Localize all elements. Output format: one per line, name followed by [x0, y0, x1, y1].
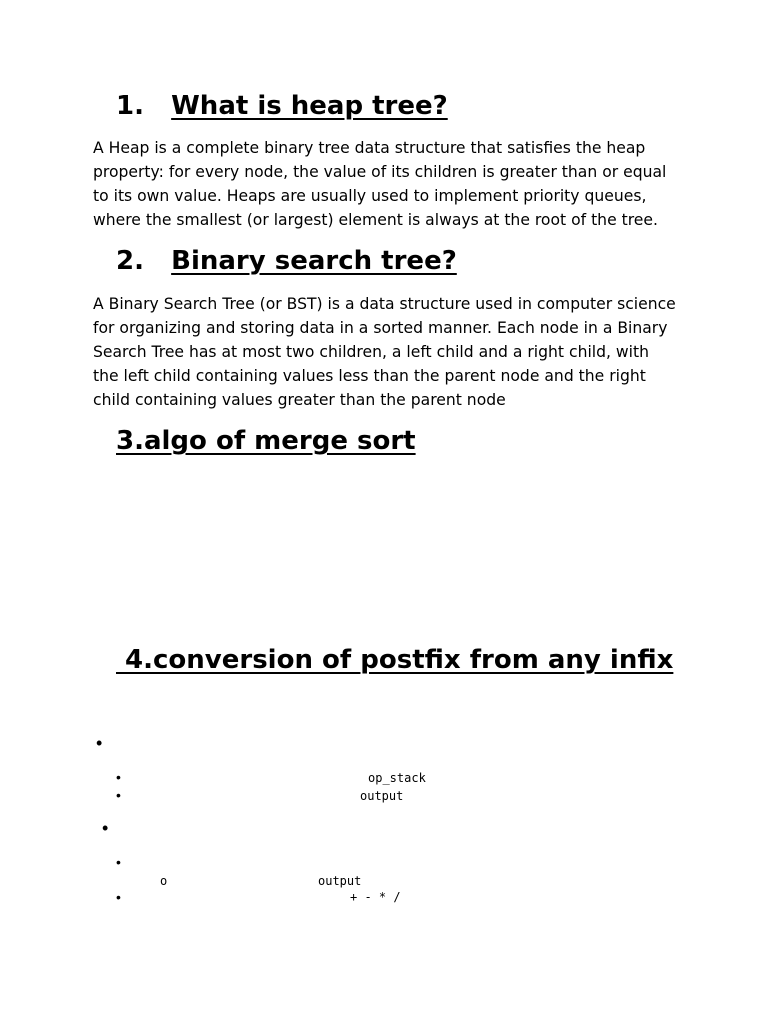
code-output: output — [360, 789, 404, 803]
list-bullet: • — [102, 818, 109, 838]
heading-number: 1. — [116, 91, 144, 121]
heading-heap-tree — [116, 90, 448, 122]
heading-title: What is heap tree? — [171, 91, 448, 121]
paragraph-line: the left child containing values less than the parent node and the right — [93, 367, 646, 385]
paragraph-heap-tree — [93, 136, 693, 232]
code-operators: + - * / — [350, 890, 401, 904]
list-bullet: • — [116, 854, 121, 870]
heading-number: 2. — [116, 246, 144, 276]
heading-binary-search-tree — [116, 245, 457, 277]
list-bullet: • — [96, 733, 103, 753]
list-bullet: • — [116, 769, 121, 785]
heading-title: Binary search tree? — [171, 246, 457, 276]
list-sub-bullet: o — [160, 874, 168, 888]
paragraph-line: for organizing and storing data in a sorted manner. Each node in a Binary — [93, 319, 668, 337]
list-bullet: • — [116, 787, 121, 803]
paragraph-line: property: for every node, the value of its children is greater than or equal — [93, 163, 667, 181]
code-op-stack: op_stack — [368, 771, 426, 785]
paragraph-line: A Heap is a complete binary tree data structure that satisfies the heap — [93, 139, 646, 157]
paragraph-line: where the smallest (or largest) element is always at the root of the tree. — [93, 211, 658, 229]
paragraph-line: to its own value. Heaps are usually used to implement priority queues, — [93, 187, 647, 205]
paragraph-line: Search Tree has at most two children, a left child and a right child, with — [93, 343, 650, 361]
paragraph-binary-search-tree — [93, 292, 693, 412]
paragraph-line: child containing values greater than the parent node — [93, 391, 506, 409]
heading-infix-to-postfix: 4.conversion of postfix from any infix — [116, 645, 674, 675]
heading-merge-sort: 3.algo of merge sort — [116, 426, 416, 456]
paragraph-line: A Binary Search Tree (or BST) is a data structure used in computer science — [93, 295, 676, 313]
list-bullet: • — [116, 889, 121, 905]
code-output: output — [318, 874, 362, 888]
